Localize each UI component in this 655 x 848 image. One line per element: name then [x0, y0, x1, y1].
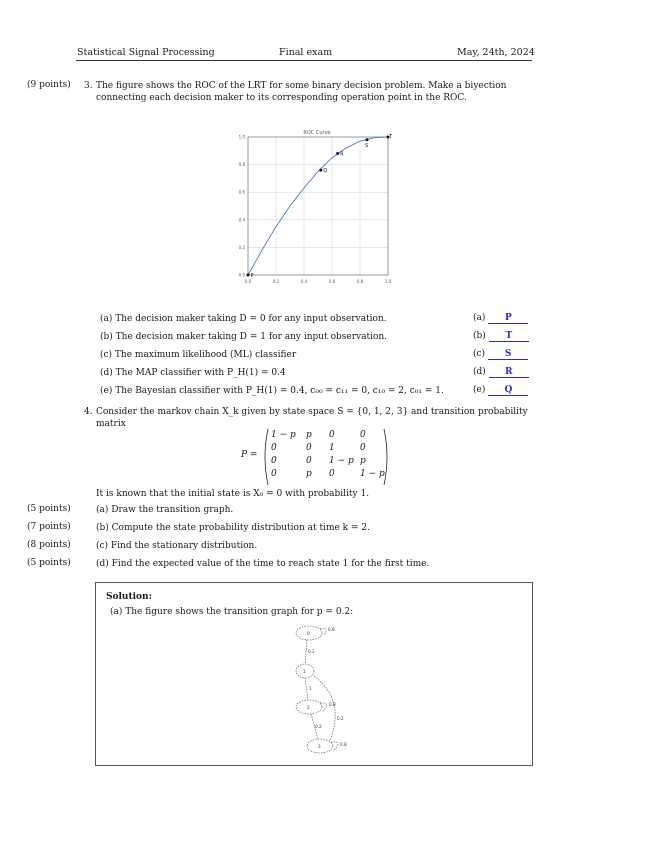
matrix-cell: p [306, 469, 312, 479]
roc-point-label: P [250, 273, 254, 279]
matrix-cell: 1 − p [360, 469, 385, 479]
roc-plot-frame [248, 137, 388, 275]
q3-text-line1: The figure shows the ROC of the LRT for some binary decision problem. Make a biyection [96, 81, 507, 91]
roc-point-label: Q [323, 168, 328, 175]
q4-initial: It is known that the initial state is X₀ = 0 with probability 1. [96, 489, 370, 499]
matrix-label: P = [241, 450, 258, 460]
roc-y-tick-label: 1.0 [238, 134, 245, 140]
loop-0 [320, 628, 326, 636]
roc-point-label: T [389, 134, 393, 140]
q4-text-line1: Consider the markov chain X_k given by state space S = {0, 1, 2, 3} and transition probability [96, 407, 528, 417]
roc-point-p [247, 274, 250, 277]
header-course: Statistical Signal Processing [77, 47, 215, 58]
edge-label-0-0: 0.8 [328, 627, 335, 632]
edge-label-2-3: 0.2 [315, 724, 322, 729]
header-date: May, 24th, 2024 [457, 47, 535, 58]
roc-x-tick-label: 0.4 [300, 279, 308, 284]
edge-label-3-3: 0.8 [340, 742, 347, 747]
q4-part-points: (5 points) [27, 558, 71, 568]
q3-answer-value: S [488, 349, 528, 360]
q3-item-text: (c) The maximum likelihood (ML) classifier [100, 350, 297, 360]
solution-title: Solution: [106, 592, 152, 602]
roc-x-tick-label: 0.0 [244, 279, 252, 284]
roc-x-tick-label: 0.8 [356, 279, 364, 284]
roc-point-label: R [340, 151, 344, 158]
matrix-cell: 0 [329, 430, 335, 440]
roc-title: ROC Curve [303, 130, 331, 136]
roc-point-r [336, 152, 339, 155]
matrix-cell: 0 [360, 430, 366, 440]
q3-answer-value: P [488, 313, 528, 324]
q3-answer-value: R [489, 367, 529, 378]
roc-y-tick-label: 0.8 [238, 162, 245, 168]
roc-x-tick-label: 0.6 [328, 279, 336, 284]
roc-point-q [319, 169, 322, 172]
q3-answer-value: Q [488, 385, 528, 396]
edge-0-1 [305, 640, 307, 664]
q3-answer-key: (c) [473, 349, 486, 359]
q4-part-text: (b) Compute the state probability distribution at time k = 2. [96, 523, 370, 533]
q4-part-points: (7 points) [27, 522, 71, 532]
q4-part-text: (d) Find the expected value of the time to reach state 1 for the first time. [96, 559, 430, 569]
q3-answer-key: (d) [473, 367, 486, 377]
q4-part-points: (8 points) [27, 540, 71, 550]
roc-x-tick-label: 0.2 [272, 279, 280, 284]
loop-3 [331, 742, 338, 751]
q3-answer [473, 367, 529, 378]
q4-part-text: (c) Find the stationary distribution. [96, 541, 258, 551]
roc-point-s [366, 138, 369, 141]
matrix-cell: 0 [271, 443, 277, 453]
q3-answer [473, 313, 528, 324]
matrix-cell: 1 − p [329, 456, 354, 466]
roc-ticks [239, 135, 392, 285]
matrix-cell: 0 [271, 469, 277, 479]
q4-part-points: (5 points) [27, 504, 71, 514]
roc-curve [248, 137, 388, 275]
header-exam: Final exam [279, 47, 333, 58]
q3-answer-key: (b) [473, 331, 486, 341]
roc-grid [248, 137, 388, 275]
edge-1-2 [305, 678, 308, 700]
transition-graph [280, 620, 370, 760]
matrix-cell: p [306, 430, 312, 440]
matrix-cell: 1 [329, 443, 335, 453]
state-label-0: 0 [307, 631, 310, 636]
roc-point-label: S [365, 142, 369, 149]
roc-points [247, 134, 394, 279]
q3-answer-value: T [489, 331, 529, 342]
q3-answer [473, 349, 528, 360]
q3-points: (9 points) [27, 80, 71, 90]
roc-y-tick-label: 0.4 [238, 217, 245, 223]
edge-label-1-2: 1 [309, 686, 312, 691]
q3-text-line2: connecting each decision maker to its corresponding operation point in the ROC. [96, 93, 467, 103]
q3-item-text: (b) The decision maker taking D = 1 for any input observation. [100, 332, 388, 342]
q4-text-line2: matrix [96, 419, 126, 429]
roc-y-tick-label: 0.2 [238, 244, 245, 250]
q3-item-text: (e) The Bayesian classifier with P_H(1) = 0.4, c₀₀ = c₁₁ = 0, c₁₀ = 2, c₀₁ = 1. [100, 386, 444, 396]
edge-label-3-1: 0.2 [337, 716, 344, 721]
q3-answer [473, 331, 529, 342]
edge-3-1 [313, 675, 335, 740]
header-rule [76, 60, 532, 61]
solution-line: (a) The figure shows the transition graph for p = 0.2: [110, 607, 354, 617]
q3-answer [473, 385, 528, 396]
state-label-3: 3 [318, 744, 321, 749]
roc-y-tick-label: 0.6 [238, 189, 245, 195]
matrix-cell: 0 [271, 456, 277, 466]
roc-chart [225, 125, 395, 290]
edge-label-0-1: 0.2 [308, 649, 315, 654]
matrix-cell: 0 [306, 443, 312, 453]
q4-part-text: (a) Draw the transition graph. [96, 505, 234, 515]
q4-number: 4. [84, 407, 93, 417]
q3-answer-key: (e) [473, 385, 486, 395]
roc-y-tick-label: 0.0 [238, 272, 245, 278]
state-label-1: 1 [303, 669, 306, 674]
edge-label-2-2: 0.8 [329, 702, 336, 707]
state-label-2: 2 [307, 705, 310, 710]
matrix-cell: 0 [360, 443, 366, 453]
loop-2 [320, 703, 327, 712]
roc-x-tick-label: 1.0 [384, 279, 392, 284]
q3-number: 3. [84, 81, 93, 91]
q3-item-text: (a) The decision maker taking D = 0 for any input observation. [100, 314, 387, 324]
matrix-cell: 0 [306, 456, 312, 466]
matrix-cell: 0 [329, 469, 335, 479]
q3-answer-key: (a) [473, 313, 486, 323]
matrix-cell: p [360, 456, 366, 466]
q3-item-text: (d) The MAP classifier with P_H(1) = 0.4 [100, 368, 286, 378]
matrix-cell: 1 − p [271, 430, 296, 440]
